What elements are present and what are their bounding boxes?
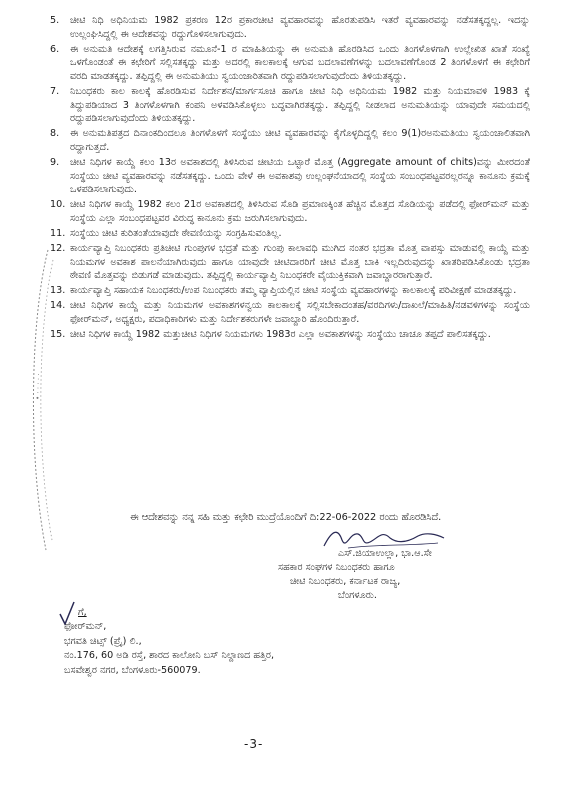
condition-item [50, 227, 530, 241]
condition-text: ಕಾರ್ಯವ್ಯಾಪ್ತಿ ನಿಬಂಧಕರು ಪ್ರತಿಚೀಟಿ ಗುಂಪುಗಳ ಭದ್ರತೆ ಮತ್ತು ಗುಂಪು ಕಾಲಾವಧಿ ಮುಗಿದ ನಂತರ ಭದ್ರತಾ ಮೊತ್ತ ವಾಪಸ್ಸು ಮಾಡುವಲ್ಲಿ ಕಾಯ್ದೆ ಮತ್ತು ನಿಯಮಗಳ ಅವಕಾಶ ಪಾಲನೆಯಾಗಿರುವುದು ಹಾಗೂ ಯಾವುದೇ ಚೀಟಿದಾರರಿಗೆ ಚೀಟಿ ಮೊತ್ತ ಬಾಕಿ ಇಲ್ಲದಿರುವುದನ್ನು ಖಾತರಿಪಡಿಸಿಕೊಂಡು ಭದ್ರತಾ ಠೇವಣಿ ಮೊತ್ತವನ್ನು ಬಿಡುಗಡೆ ಮಾಡುವುದು. ತಪ್ಪಿದ್ದಲ್ಲಿ ಕಾರ್ಯವ್ಯಾಪ್ತಿ ನಿಬಂಧಕರೇ ವೈಯುಕ್ತಿಕವಾಗಿ ಜವಾಬ್ದಾರರಾಗುತ್ತಾರೆ. [70, 243, 530, 282]
condition-text: ಚೀಟಿ ನಿಧಿಗಳ ಕಾಯ್ದೆ 1982 ಮತ್ತುಚೀಟಿ ನಿಧಿಗಳ ನಿಯಮಗಳು 1983ರ ಎಲ್ಲಾ ಅವಕಾಶಗಳನ್ನು ಸಂಸ್ಥೆಯು ಚಾಚೂ ತಪ್ಪದೆ ಪಾಲಿಸತಕ್ಕದ್ದು. [70, 329, 491, 341]
condition-item [50, 328, 530, 342]
signatory-name: ಎಸ್.ಜಿಯಾಉಲ್ಲಾ, ಭಾ.ಆ.ಸೇ [338, 548, 432, 559]
signatory-designation-2: ಚೀಟಿ ನಿಬಂಧಕರು, ಕರ್ನಾಟಕ ರಾಜ್ಯ, [290, 576, 401, 587]
condition-item [50, 14, 530, 41]
condition-item [50, 156, 530, 197]
conditions-list [50, 14, 530, 343]
condition-text: ಸಂಸ್ಥೆಯು ಚೀಟಿ ಕುರಿತಂತೆಯಾವುದೇ ಠೇವಣಿಯನ್ನು ಸಂಗ್ರಹಿಸುವಂತಿಲ್ಲ. [70, 227, 282, 239]
recipient-address [64, 606, 424, 678]
recipient-line: ನಂ.176, 60 ಅಡಿ ರಸ್ತೆ, ಶಾರದ ಕಾಲೋನಿ ಬಸ್ ನಿಲ್ದಾಣದ ಹತ್ತಿರ, [64, 650, 275, 662]
condition-number: 13. [50, 285, 66, 297]
condition-text: ನಿಬಂಧಕರು ಕಾಲ ಕಾಲಕ್ಕೆ ಹೊರಡಿಸುವ ನಿರ್ದೇಶನ/ಮಾರ್ಗಸೂಚಿ ಹಾಗೂ ಚೀಟಿ ನಿಧಿ ಅಧಿನಿಯಮ 1982 ಮತ್ತು ನಿಯಮಾವಳಿ 1983 ಕ್ಕೆ ತಿದ್ದುಪಡಿಯಾದ 3 ತಿಂಗಳೊಳಗಾಗಿ ಕಂಪನಿ ಅಳವಡಿಸಿಕೊಳ್ಳಲು ಬದ್ಧವಾಗಿರತಕ್ಕದ್ದು. ತಪ್ಪಿದ್ದಲ್ಲಿ ನೀಡಲಾದ ಅನುಮತಿಯನ್ನು ಯಾವುದೇ ಸಮಯದಲ್ಲಿ ರದ್ದುಪಡಿಸಲಾಗುವುದೆಂದು ತಿಳಿಯತಕ್ಕದ್ದು. [70, 85, 530, 125]
condition-number: 7. [50, 85, 60, 97]
condition-number: 6. [50, 43, 60, 55]
condition-number: 5. [50, 15, 60, 26]
condition-item [50, 284, 530, 298]
condition-text: ಕಾರ್ಯವ್ಯಾಪ್ತಿ ಸಹಾಯಕ ನಿಬಂಧಕರು/ಉಪ ನಿಬಂಧಕರು ತಮ್ಮ ವ್ಯಾಪ್ತಿಯಲ್ಲಿನ ಚೀಟಿ ಸಂಸ್ಥೆಯ ವ್ಯವಹಾರಗಳನ್ನು ಕಾಲಕಾಲಕ್ಕೆ ಪರಿವೀಕ್ಷಣೆ ಮಾಡತಕ್ಕದ್ದು. [70, 285, 517, 297]
condition-number: 11. [50, 227, 66, 239]
condition-text: ಚೀಟಿ ನಿಧಿಗಳ ಕಾಯ್ದೆ 1982 ಕಲಂ 21ರ ಅವಕಾಶದಲ್ಲಿ ತಿಳಿಸಿರುವ ಸೊಡಿ ಪ್ರಮಾಣಕ್ಕಿಂತ ಹೆಚ್ಚಿನ ಮೊತ್ತದ ಸೊಡಿಯನ್ನು ಪಡೆದಲ್ಲಿ ಫೋರ್‌ಮನ್ ಮತ್ತು ಸಂಸ್ಥೆಯ ಎಲ್ಲಾ ಸಂಬಂಧಪಟ್ಟವರ ವಿರುದ್ಧ ಕಾನೂನು ಕ್ರಮ ಜರುಗಿಸಲಾಗುವುದು. [70, 199, 530, 224]
recipient-label: ಗೆ, [78, 607, 87, 618]
page-number: -3- [244, 737, 264, 751]
signatory-place: ಬೆಂಗಳೂರು. [338, 590, 377, 601]
condition-text: ಚೀಟಿ ನಿಧಿಗಳ ಕಾಯ್ದೆ ಕಲಂ 13ರ ಅವಕಾಶದಲ್ಲಿ ತಿಳಿಸಿರುವ ಚೀಟಿಯ ಒಟ್ಟಾರೆ ಮೊತ್ತ (Aggregate amount of chits)ವನ್ನು ಮೀರದಂತೆ ಸಂಸ್ಥೆಯು ಚೀಟಿ ವ್ಯವಹಾರವನ್ನು ನಡೆಸತಕ್ಕದ್ದು. ಒಂದು ವೇಳೆ ಈ ಅವಕಾಶವು ಉಲ್ಲಂಘನೆಯಾದಲ್ಲಿ ಸಂಸ್ಥೆಯ ಸಂಬಂಧಪಟ್ಟವರಲ್ಲರನ್ನೂ ಕಾನೂನು ಕ್ರಮಕ್ಕೆ ಒಳಪಡಿಸಲಾಗುವುದು. [70, 156, 530, 196]
condition-item [50, 299, 530, 326]
signature-block [278, 547, 518, 603]
condition-number: 14. [50, 300, 66, 312]
condition-text: ಚೀಟಿ ನಿಧಿ ಅಧಿನಿಯಮ 1982 ಪ್ರಕರಣ 12ರ ಪ್ರಕಾರಚೀಟಿ ವ್ಯವಹಾರವನ್ನು ಹೊರತುಪಡಿಸಿ ಇತರೆ ವ್ಯವಹಾರವನ್ನು ನಡೆಸತಕ್ಕದ್ದಲ್ಲ. ಇದನ್ನು ಉಲ್ಲಂಘಿಸಿದ್ದಲ್ಲಿ ಈ ಆದೇಶವನ್ನು ರದ್ದುಗೊಳಿಸಲಾಗುವುದು. [70, 15, 530, 40]
svg-text:• · · · · ·: • · · · · · [34, 373, 43, 401]
order-statement: ಈ ಆದೇಶವನ್ನು ನನ್ನ ಸಹಿ ಮತ್ತು ಕಛೇರಿ ಮುದ್ರೆಯೊಂದಿಗೆ ದಿ:22-06-2022 ರಂದು ಹೊರಡಿಸಿದೆ. [130, 512, 442, 523]
condition-text: ಚೀಟಿ ನಿಧಿಗಳ ಕಾಯ್ದೆ ಮತ್ತು ನಿಯಮಗಳ ಅವಕಾಶಗಳನ್ವಯ ಕಾಲಕಾಲಕ್ಕೆ ಸಲ್ಲಿಸಬೇಕಾದಂತಹ/ವರದಿಗಳು/ದಾಖಲೆ/ಮಾಹಿತಿ/ನಡವಳಿಗಳನ್ನು ಸಂಸ್ಥೆಯ ಫೋರ್‌ಮನ್, ಅಧ್ಯಕ್ಷರು, ಪದಾಧಿಕಾರಿಗಳು ಮತ್ತು ನಿರ್ದೇಶಕರುಗಳೇ ಜವಾಬ್ದಾರಿ ಹೊಂದಿರುತ್ತಾರೆ. [70, 300, 530, 325]
condition-number: 9. [50, 156, 60, 168]
condition-item [50, 242, 530, 283]
recipient-line: ಭಗವತಿ ಚಿಟ್ಸ್ (ಪ್ರೈ) ಲಿ., [64, 635, 142, 647]
condition-number: 10. [50, 199, 66, 211]
condition-number: 8. [50, 128, 60, 140]
condition-item [50, 127, 530, 154]
recipient-line: ಬಸವೇಶ್ವರ ನಗರ, ಬೆಂಗಳೂರು-560079. [64, 664, 201, 676]
condition-text: ಈ ಅನುಮತಿ ಆದೇಶಕ್ಕೆ ಲಗತ್ತಿಸಿರುವ ನಮೂನೆ-1 ರ ಮಾಹಿತಿಯನ್ನು ಈ ಅನುಮತಿ ಹೊರಡಿಸಿದ ಒಂದು ತಿಂಗಳೊಳಗಾಗಿ ಉಲ್ಲೇಖಿತ ಖಾತೆ ಸಂಖ್ಯೆ ಒಳಗೊಂಡಂತೆ ಈ ಕಛೇರಿಗೆ ಸಲ್ಲಿಸತಕ್ಕದ್ದು ಮತ್ತು ಅದರಲ್ಲಿ ಕಾಲಕಾಲಕ್ಕೆ ಆಗುವ ಬದಲಾವಣೆಗಳನ್ನು ಬದಲಾವಣೆಗೊಂಡ 2 ತಿಂಗಳೊಳಗೆ ಈ ಕಛೇರಿಗೆ ವರದಿ ಮಾಡತಕ್ಕದ್ದು. ತಪ್ಪಿದ್ದಲ್ಲಿ ಈ ಅನುಮತಿಯು ಸ್ವಯಂಜಾರಿತವಾಗಿ ರದ್ದುಪಡಿಸಲಾಗುವುದೆಂದು ತಿಳಿಯತಕ್ಕದ್ದು. [70, 43, 530, 82]
condition-number: 12. [50, 243, 66, 254]
condition-item [50, 43, 530, 84]
signatory-designation-1: ಸಹಕಾರ ಸಂಘಗಳ ನಿಬಂಧಕರು ಹಾಗೂ [278, 562, 395, 573]
condition-item [50, 85, 530, 126]
condition-text: ಈ ಅನುಮತಿಪತ್ರದ ದಿನಾಂಕದಿಂದಲೂ ತಿಂಗಳೊಳಗೆ ಸಂಸ್ಥೆಯು ಚೀಟಿ ವ್ಯವಹಾರವನ್ನು ಕೈಗೊಳ್ಳದಿದ್ದಲ್ಲಿ ಕಲಂ 9(1)ರಅನುಮತಿಯು ಸ್ವಯಂಚಾಲಿತವಾಗಿ ರದ್ದಾಗುತ್ತದೆ. [70, 128, 530, 153]
condition-item [50, 198, 530, 225]
condition-number: 15. [50, 329, 66, 341]
recipient-line: ಫೋರ್‌ಮನ್, [64, 621, 107, 633]
